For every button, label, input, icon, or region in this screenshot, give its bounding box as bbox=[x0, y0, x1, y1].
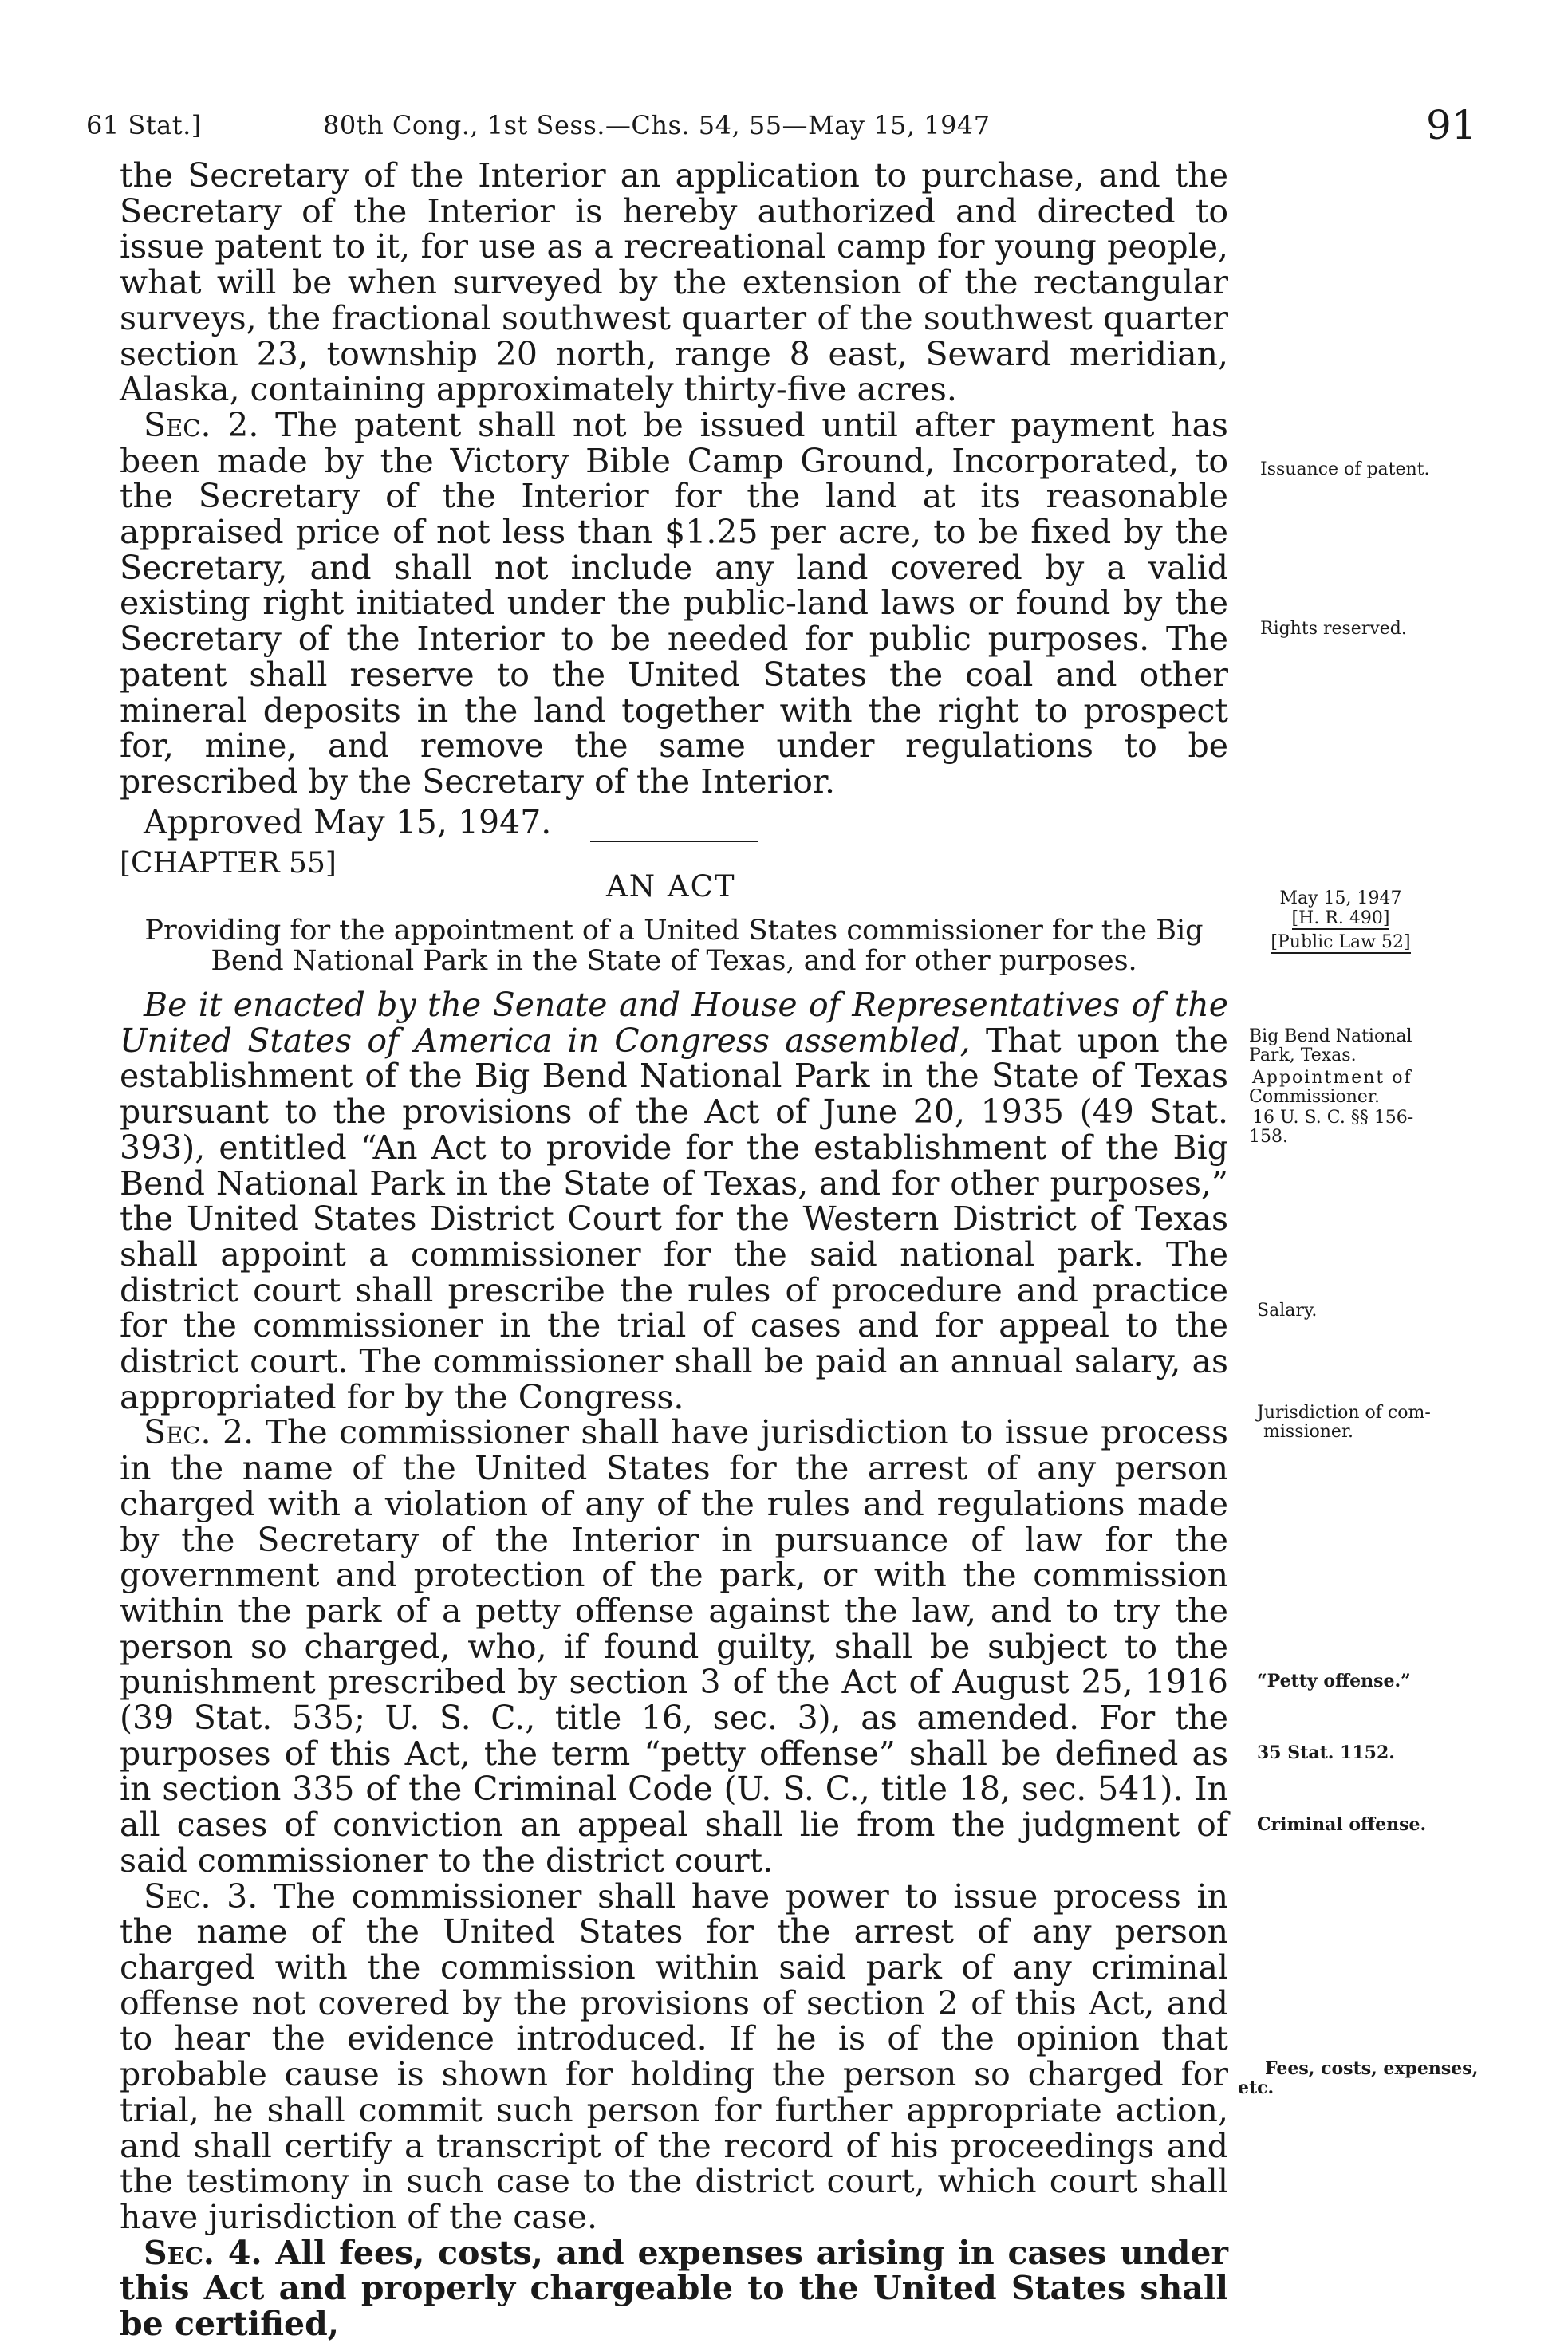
header-session: 80th Cong., 1st Sess.—Chs. 54, 55—May 15, 1947 bbox=[323, 110, 991, 140]
chapter-55-body bbox=[120, 987, 1228, 2342]
margin-note-appointment-2: Commissioner. bbox=[1249, 1087, 1380, 1107]
margin-note-date: May 15, 1947 bbox=[1279, 888, 1402, 908]
chapter-54-sec-2 bbox=[120, 405, 1228, 801]
margin-note-issuance: Issuance of patent. bbox=[1260, 459, 1430, 479]
chapter-54-body bbox=[120, 158, 1228, 840]
margin-note-usc-2: 158. bbox=[1249, 1127, 1288, 1147]
approved-line: Approved May 15, 1947. bbox=[144, 802, 552, 841]
margin-note-stat-ref: 35 Stat. 1152. bbox=[1257, 1742, 1395, 1763]
continuation-paragraph: the Secretary of the Interior an application to purchase, and the Secretary of the Interior is hereby authorized and directed to issue patent to it, for use as a recreational camp for young people, what will be when surveyed by the extension of the rectangular surveys, the fractional southwest quarter of the southwest quarter section 23, township 20 north, range 8 east, Seward meridian, Alaska, containing approximately thirty-five acres. bbox=[120, 156, 1228, 409]
margin-note-fees-1: Fees, costs, expenses, bbox=[1265, 2058, 1479, 2079]
margin-note-criminal-offense: Criminal offense. bbox=[1257, 1814, 1427, 1835]
margin-note-big-bend-1: Big Bend National bbox=[1249, 1026, 1412, 1046]
section-4 bbox=[120, 2235, 1228, 2342]
bill-number: [H. R. 490] bbox=[1291, 908, 1390, 928]
section-label: Sec. 4. bbox=[144, 2233, 262, 2272]
margin-note-jurisdiction-1: Jurisdiction of com- bbox=[1257, 1403, 1431, 1423]
section-3 bbox=[120, 1876, 1228, 2236]
margin-note-usc-1: 16 U. S. C. §§ 156- bbox=[1252, 1108, 1414, 1128]
section-text: The patent shall not be issued until after payment has been made by the Victory Bible Camp Ground, Incorporated, to the Secretary of the Interior for the land at its reasonable appraised price of not less than $1.25 per acre, to be fixed by the Secretary, and shall not include any land covered by a valid existing right initiated under the public-land laws or found by the Secretary of the Interior to be needed for public purposes. The patent shall reserve to the United States the coal and other mineral deposits in the land together with the right to prospect for, mine, and remove the same under regulations to be prescribed by the Secretary of the Interior. bbox=[120, 405, 1228, 801]
margin-note-fees-2: etc. bbox=[1238, 2077, 1274, 2098]
heading-rule bbox=[590, 841, 758, 842]
enacting-clause: Be it enacted by the Senate and House of Representatives of the United States of America in Congress assembled, bbox=[120, 986, 1228, 1060]
act-title: AN ACT bbox=[606, 869, 736, 904]
margin-note-salary: Salary. bbox=[1257, 1301, 1318, 1321]
section-label: Sec. 2. bbox=[144, 1413, 254, 1452]
section-label: Sec. 2. bbox=[144, 405, 259, 444]
enacting-paragraph bbox=[120, 987, 1228, 1415]
margin-note-petty-offense: “Petty offense.” bbox=[1257, 1671, 1411, 1691]
section-text: All fees, costs, and expenses arising in cases under this Act and properly chargeable to the United States shall be certified, bbox=[120, 2233, 1228, 2343]
public-law-number: [Public Law 52] bbox=[1271, 932, 1411, 952]
margin-note-rights: Rights reserved. bbox=[1260, 619, 1407, 639]
page-number: 91 bbox=[1426, 102, 1477, 148]
section-text: The commissioner shall have jurisdiction to issue process in the name of the United States for the arrest of any person charged with a violation of any of the rules and regulations made by the Secretary of the Interior in pursuance of law for the government and protection of the park, or with the commission within the park of a petty offense against the law, and to try the person so charged, who, if found guilty, shall be subject to the punishment prescribed by section 3 of the Act of August 25, 1916 (39 Stat. 535; U. S. C., title 16, sec. 3), as amended. For the purposes of this Act, the term “petty offense” shall be defined as in section 335 of the Criminal Code (U. S. C., title 18, sec. 541). In all cases of conviction an appeal shall lie from the judgment of said commissioner to the district court. bbox=[120, 1413, 1228, 1880]
chapter-label: [CHAPTER 55] bbox=[120, 847, 337, 880]
margin-note-appointment-1: Appointment of bbox=[1252, 1068, 1412, 1088]
margin-note-jurisdiction-2: missioner. bbox=[1263, 1422, 1354, 1442]
section-1-text: That upon the establishment of the Big Bend National Park in the State of Texas pursuant to the provisions of the Act of June 20, 1935 (49 Stat. 393), entitled “An Act to provide for the establishment of the Big Bend National Park in the State of Texas, and for other purposes,” the United States District Court for the Western District of Texas shall appoint a commissioner for the said national park. The district court shall prescribe the rules of procedure and practice for the commissioner in the trial of cases and for appeal to the district court. The commissioner shall be paid an annual salary, as appropriated for by the Congress. bbox=[120, 1021, 1228, 1416]
act-purpose: Providing for the appointment of a United States commissioner for the Big Bend National Park in the State of Texas, and for other purposes. bbox=[144, 915, 1204, 977]
margin-note-public-law bbox=[1241, 933, 1440, 954]
section-text: The commissioner shall have power to issue process in the name of the United States for the arrest of any person charged with the commission within said park of any criminal offense not covered by the provisions of section 2 of this Act, and to hear the evidence introduced. If he is of the opinion that probable cause is shown for holding the person so charged for trial, he shall commit such person for further appropriate action, and shall certify a transcript of the record of his proceedings and the testimony in such case to the district court, which court shall have jurisdiction of the case. bbox=[120, 1876, 1228, 2236]
margin-note-big-bend-2: Park, Texas. bbox=[1249, 1045, 1357, 1065]
section-2 bbox=[120, 1415, 1228, 1878]
margin-note-bill bbox=[1241, 909, 1440, 930]
section-label: Sec. 3. bbox=[144, 1876, 258, 1916]
header-volume: 61 Stat.] bbox=[86, 110, 202, 140]
